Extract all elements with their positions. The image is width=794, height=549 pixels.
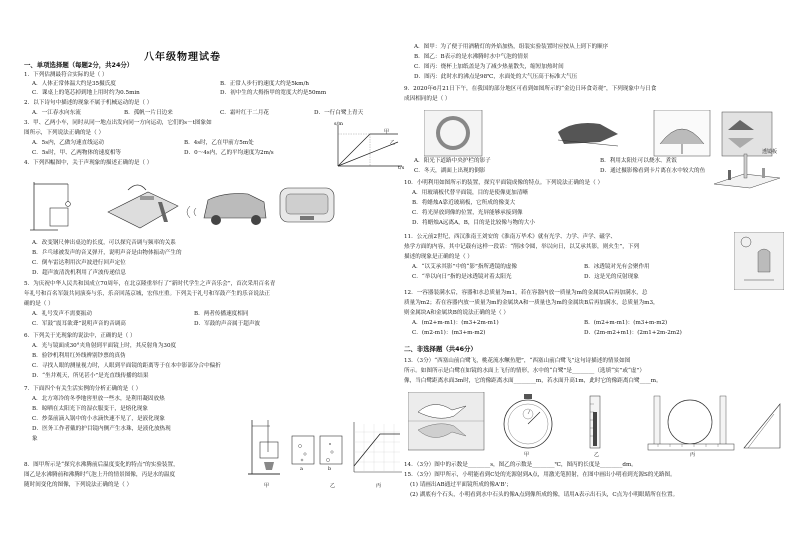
q3-option-c[interactable]: C．5s时，甲、乙两物体的速度相等 (32, 150, 122, 156)
q11-ancient-figure (734, 232, 784, 290)
q2-option-a[interactable]: A．一江春水向东流 (32, 110, 81, 116)
q7-stem: 7．下面四个有关生活实例的分析正确的是（ ） (24, 386, 142, 392)
q8-label-bing: 丙 (376, 483, 382, 489)
q1-option-d[interactable]: D．初中生的大拇指甲的宽度大约是50mm (220, 90, 327, 96)
q8-figures (246, 416, 406, 484)
q13-stem-line2: 所示。如图所示是白鹭在如镜的水面上飞行的情形，水中的“白鹭”是________（选填“实”或“虚”） (404, 368, 645, 374)
q10-option-c[interactable]: C．将光屏放到像的位置，光屏能够承接到像 (412, 210, 523, 216)
q3-graph-xlabel: t/s (398, 165, 405, 171)
q9-stem-line2: 成因相同的是（ ） (404, 96, 451, 102)
q12-stem-line3: 则金属块A和金属块B的说法正确的是（ ） (404, 310, 510, 316)
q8-stem-line3: 随时间变化的图像，下列说法正确的是（ ） (24, 482, 133, 488)
left-column (24, 0, 406, 549)
q12-option-c[interactable]: C．(m2-m1)：(m3+m-m2) (412, 330, 486, 336)
q3-stem-line2: 图所示，下列说法正确的是（ ） (24, 130, 105, 136)
q8-stem-line2: 图乙是水沸腾前和沸腾时气泡上升的情景图像，丙是水的温度 (24, 472, 176, 478)
q8-option-c[interactable]: C．图丙：烧杯上加纸盖是为了减少热量散失，缩短加热时间 (414, 64, 564, 70)
q15-part-1: (1) 请画出AB通过平面镜所成的像A'B'； (410, 482, 512, 488)
q9-option-b[interactable]: B．利用太阳灶可以烧水、煮饭 (600, 158, 677, 164)
q9-option-a[interactable]: A．阳光下道路中央护栏的影子 (414, 158, 491, 164)
q15-stem: 15．（3分）图甲所示，小明能看到C处的光源射到A点，用激光笔照射，在图中画出小明看到光源S的光路图。 (404, 472, 676, 478)
q11-stem-line1: 11．公元前2世纪，西汉淮南王刘安的《淮南万毕术》就有光学、力学、声学、磁学、 (404, 234, 617, 240)
q12-option-d[interactable]: D．(2m-m2+m1)：(2m1+2m-2m2) (584, 330, 682, 336)
section-one-heading: 一、单项选择题（每题2分，共24分） (24, 61, 134, 69)
q4-figures (28, 172, 338, 236)
q13-fig-egret (408, 392, 484, 450)
q7-option-d[interactable]: D．医务工作者戴的护目镜内侧产生水珠，是液化放热现 (32, 426, 171, 432)
q14-stem: 14．（3分）图中的示数是________s，图乙的示数是________℃，图丙的长度是________dm。 (404, 462, 637, 468)
q4-fig-d-cleaner (280, 188, 334, 222)
q13-stem-line3: 像，当白鹭距离水面3m时，它的像距离水面________m，若水面升高1m，此时它的像距离白鹭____m。 (404, 378, 662, 384)
q4-fig-b-tuning-fork (108, 185, 178, 228)
q6-stem: 6．下列关于光现象的说法中，正确的是（ ） (24, 333, 136, 339)
q8-fig-bing-graph (354, 422, 402, 472)
q10-option-b[interactable]: B．将蜡烛A靠近玻璃板，它所成的像变大 (412, 200, 516, 206)
q8-option-a[interactable]: A．图甲：为了便于用酒精灯的外焰加热，组装实验装置时应按从上到下的顺序 (414, 44, 609, 50)
q11-option-a[interactable]: A．“以艾承其影”中的“影”指所透镜的虚像 (412, 264, 517, 270)
right-column (404, 0, 786, 549)
exam-title: 八年级物理试卷 (144, 52, 221, 63)
q5-stem-line1: 5．为庆祝中华人民共和国成立70周年，在北京隆重举行了“新时代学生之声音乐会”，首次采用百名青 (24, 281, 276, 287)
q8-option-d[interactable]: D．图丙：此时水的沸点是98℃，水面处的大气压高于标准大气压 (414, 74, 578, 80)
q8-fig-yi-beakers (292, 436, 342, 464)
q3-option-d[interactable]: D．0～4s内，乙的平均速度为2m/s (184, 150, 274, 156)
q7-option-a[interactable]: A．北方寒冷的冬季地窖里放一些水，是利用凝固放热 (32, 396, 165, 402)
q9-fig-a-shadow (556, 118, 620, 154)
q3-graph-ylabel: s/m (334, 121, 343, 127)
q3-stem-line1: 3．甲、乙两小车，同时从同一地点出发向同一方向运动，它们的s－t图象如 (24, 120, 212, 126)
q5-option-c[interactable]: C．军鼓“震耳欲聋”说明声音的音调高 (32, 321, 126, 327)
q4-option-c[interactable]: C．倒车雷达利用次声波进行回声定位 (32, 260, 126, 266)
q14-label-jia: 甲 (524, 452, 530, 458)
q6-option-d[interactable]: D．“坐井观天，所见甚小”是光直线传播的结果 (32, 373, 149, 379)
q5-stem-line3: 确的是（ ） (24, 301, 54, 307)
q11-option-d[interactable]: D．这是光的反射现象 (584, 274, 639, 280)
q7-option-b[interactable]: B．晾晒在太阳光下的湿衣服变干，是熔化现象 (32, 406, 148, 412)
q5-option-a[interactable]: A．礼号发声不需要振动 (32, 311, 92, 317)
q10-option-d[interactable]: D．将蜡烛A远离A，B，目的是比较像与物的大小 (412, 220, 535, 226)
q2-option-b[interactable]: B．孤帆一片日边来 (124, 110, 173, 116)
q3-graph-yi-label: 乙 (390, 140, 396, 146)
q3-st-graph (330, 122, 406, 172)
q2-stem: 2．以下诗句中描述的现象不属于机械运动的是（ ） (24, 100, 153, 106)
q14-label-yi: 乙 (594, 452, 600, 458)
q9-stem-line1: 9．2020年6月21日下午，在我国的部分地区可看到如图所示的“金边日环食奇观”，下列现象中与日食 (404, 86, 657, 92)
q4-option-a[interactable]: A．改变钢尺伸出桌边的长度，可以探究音调与频率的关系 (32, 240, 176, 246)
q6-option-c[interactable]: C．寻找人眼的测量视力时，人眼到平面镜的距离等于在本中影部分合中偏折 (32, 363, 221, 369)
q6-option-a[interactable]: A．光与镜面成30°夹角射到平面镜上时，其反射角为30度 (32, 343, 177, 349)
q8-option-b[interactable]: B．图乙：B表示的是水沸腾时水中气泡的情景 (414, 54, 529, 60)
q14-label-bing: 丙 (690, 452, 696, 458)
q5-option-d[interactable]: D．军鼓的声音属于超声波 (194, 321, 261, 327)
q14-fig-yi-thermometer (590, 396, 600, 448)
q13-stem-line1: 13．（3分）“西塞山前白鹭飞，桃花流水鳜鱼肥”，“西塞山前白鹭飞”这句诗描述的情景如图 (404, 358, 631, 364)
q2-option-d[interactable]: D．一行白鹭上青天 (314, 110, 364, 116)
q15-fig-triangle (744, 404, 780, 448)
q7-option-d-cont: 象 (32, 436, 38, 442)
q4-fig-a-ruler (30, 182, 70, 230)
q4-option-d[interactable]: D．超声波清洗机利用了声波传递信息 (32, 270, 126, 276)
q8-label-a: a (300, 466, 303, 472)
q12-stem-line1: 12．一容器装满水后，容器和水总质量为m1，若在容器内放一质量为m的金属块A后再加满水，总 (404, 290, 648, 296)
q12-stem-line2: 质量为m2；若在容器内放一质量为m的金属块A和一质量也为m的金属块B后再加满水，总质量为m3， (404, 300, 659, 306)
q4-fig-c-car (187, 194, 266, 225)
q3-option-a[interactable]: A．5s内，乙做匀速直线运动 (32, 140, 105, 146)
section-two-heading: 二、非选择题（共46分） (404, 345, 477, 353)
q4-option-b[interactable]: B．乒乓球被发声的音叉弹开，说明声音是由物体振动产生的 (32, 250, 182, 256)
q14-fig-jia-stopwatch (504, 394, 552, 448)
q3-option-b[interactable]: B．4s时，乙在甲前方5m处 (184, 140, 254, 146)
q13-q14-figures (408, 392, 784, 452)
q8-label-yi: 乙 (330, 483, 336, 489)
q11-stem-line2: 热学方面的内容，其中记载有这样一段话：“削冰令圆，举以向日，以艾承其影，则火生”，下列 (404, 244, 640, 250)
q5-stem-line2: 年礼号和百名军鼓共同演奏与乐，乐音回荡京城，宏伟庄重。下列关于礼号和军鼓产生的乐音说法正 (24, 291, 271, 297)
q9-fig-b-solar-cooker (654, 110, 710, 156)
q2-option-c[interactable]: C．霜叶红于二月花 (220, 110, 270, 116)
q3-graph-jia-label: 甲 (384, 129, 390, 135)
q1-option-b[interactable]: B．正常人步行的速度大约是5km/h (220, 81, 309, 87)
q10-figure-label: 透镜板 (762, 149, 778, 155)
q10-stem: 10．小明利用如图所示的装置，探究平面镜成像的特点。下列说法正确的是（ ） (404, 180, 604, 186)
q9-option-c[interactable]: C．冬天，湖面上出现的倒影 (414, 168, 486, 174)
q11-stem-line3: 描述的现象是正确的是（ ） (404, 254, 473, 260)
q8-label-jia: 甲 (264, 483, 270, 489)
q11-option-b[interactable]: B．冰透镜对光有会聚作用 (584, 264, 650, 270)
q9-fig-eclipse (424, 110, 482, 156)
q15-part-2: (2) 湖底有个石头，小明看到水中石头的像A点到像所成的像，请用A表示出石头，C点为小明眼睛所在位置。 (410, 492, 679, 498)
q8-stem-line1: 8．图甲所示是“探究水沸腾前后温度变化的特点”的实验装置， (24, 462, 179, 468)
q1-stem: 1．下列估测最符合实际的是（ ） (24, 72, 108, 78)
q8-fig-jia-apparatus (248, 420, 280, 474)
q1-option-c[interactable]: C．课桌上的笔芯掉到地上用时约为0.5min (32, 90, 140, 96)
q12-option-a[interactable]: A．(m2+m-m1)：(m3+2m-m1) (412, 320, 499, 326)
q7-option-c[interactable]: C．炒菜前滴入锅中的小水滴快速不见了，是液化现象 (32, 416, 165, 422)
q5-option-b[interactable]: B．两者传播速度相同 (194, 311, 249, 317)
q12-option-b[interactable]: B．(m2+m-m1)：(m3+m-m2) (584, 320, 668, 326)
q9-option-d[interactable]: D．通过摄影像看到卡片离在水中较大的鱼 (600, 168, 706, 174)
q1-option-a[interactable]: A．人体正常体温大约是35摄氏度 (32, 81, 116, 87)
q8-label-b: b (328, 466, 332, 472)
q11-option-c[interactable]: C．“举以向日”指的是冰透镜对着太阳光 (412, 274, 512, 280)
q6-option-b[interactable]: B．验钞机利用红外线辨别钞票的真伪 (32, 353, 126, 359)
q10-option-a[interactable]: A．用玻璃板代替平面镜，目的是使像更加清晰 (412, 190, 528, 196)
q4-stem: 4．下列四幅图中，关于声现象的描述正确的是（ ） (24, 160, 153, 166)
q14-fig-bing-ruler-circle (648, 396, 734, 450)
